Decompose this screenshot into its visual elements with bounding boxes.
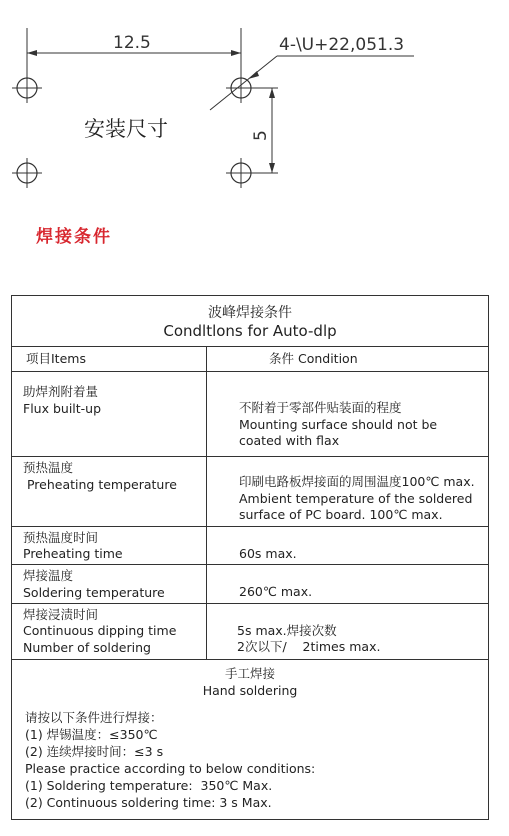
item-cell [12,457,207,527]
item-text: 助焊剂附着量 [23,384,99,399]
instruction-line: (2) 连续焊接时间：≤3 s [25,743,164,759]
item-text: 焊接浸渍时间 [23,606,99,622]
table-row [12,457,489,527]
table-title-en: Condltlons for Auto-dlp [163,322,337,340]
item-text: 焊接温度 [23,568,74,583]
item-cell [12,603,207,659]
dim-vertical-label: 5 [251,130,271,141]
table-header-row [12,347,489,372]
condition-cell [207,372,489,457]
mounting-hole-icon [226,158,256,188]
table-row [12,372,489,457]
condition-text: Ambient temperature of the soldered [239,490,473,506]
column-header-items-label: 项目Items [26,351,86,366]
mounting-hole-icon [12,158,42,188]
condition-text: 260℃ max. [239,584,313,599]
condition-text: surface of PC board. 100℃ max. [239,507,443,522]
install-dimension-label: 安装尺寸 [84,117,168,141]
instruction-line: (1) 焊锡温度：≤350℃ [25,726,158,742]
condition-text: 印刷电路板焊接面的周围温度100℃ max. [239,474,475,489]
item-text: 预热温度 [23,460,74,475]
soldering-conditions-table [11,295,489,820]
instruction-line: Please practice according to below conditions: [25,760,316,776]
item-text: Preheating temperature [23,476,177,492]
condition-text: coated with flax [239,433,340,448]
mounting-hole-icon [12,73,42,103]
dim-horizontal-label: 12.5 [113,33,151,53]
hand-soldering-cell [12,659,489,819]
item-text: Flux built-up [23,400,102,416]
condition-cell [207,526,489,565]
item-text: 预热温度时间 [23,529,99,545]
arrow-down-icon [269,163,275,173]
hand-soldering-title-en: Hand soldering [202,682,298,698]
condition-text: 不附着于零部件贴装面的程度 [239,400,402,415]
condition-text: 2次以下/ 2times max. [237,639,381,654]
table-row [12,603,489,659]
table-row [12,565,489,604]
arrow-up-icon [269,88,275,98]
column-header-condition [207,347,489,372]
section-title: 焊接条件 [36,227,112,247]
item-text: Preheating time [23,546,123,561]
condition-text: 5s max.焊接次数 [237,622,337,638]
item-cell [12,372,207,457]
item-text: Continuous dipping time [23,623,177,638]
instruction-line: 请按以下条件进行焊接： [25,709,163,725]
item-cell [12,526,207,565]
item-cell [12,565,207,604]
instruction-line: (1) Soldering temperature: 350℃ Max. [25,777,273,793]
condition-cell [207,603,489,659]
hole-callout-label: 4-\U+22,051.3 [279,35,405,55]
condition-text: 60s max. [239,545,297,561]
table-title-cell [12,296,489,347]
hand-soldering-row [12,659,489,819]
table-title-cn: 波峰焊接条件 [208,305,292,321]
table-title-row [12,296,489,347]
item-text: Number of soldering [23,639,151,655]
condition-cell [207,565,489,604]
hand-soldering-title-cn: 手工焊接 [224,665,275,681]
callout-arrow-icon [248,71,259,79]
condition-cell [207,457,489,527]
instruction-line: (2) Continuous soldering time: 3 s Max. [25,794,272,810]
column-header-items [12,347,207,372]
arrow-right-icon [231,50,241,56]
hand-soldering-instructions [12,699,488,819]
arrow-left-icon [27,50,37,56]
table-row [12,526,489,565]
callout-leader [210,56,277,110]
column-header-condition-label: 条件 Condition [269,351,358,366]
condition-text: Mounting surface should not be [239,416,438,432]
item-text: Soldering temperature [23,584,165,600]
